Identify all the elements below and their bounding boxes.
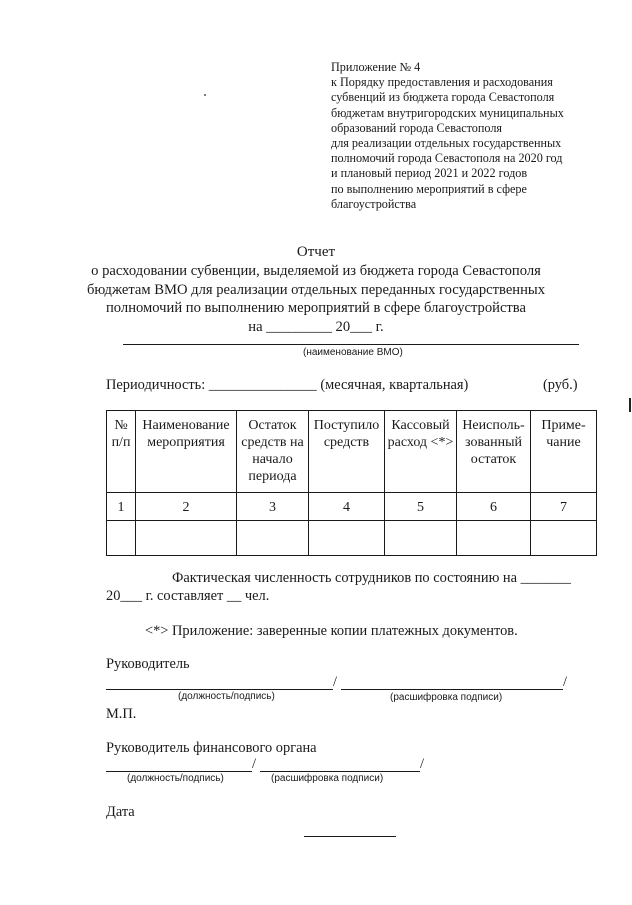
staff-line-2: 20___ г. составляет __ чел. xyxy=(106,588,270,604)
subtitle-line: полномочий по выполнению мероприятий в сфере благоустройства xyxy=(106,300,526,316)
date-line xyxy=(304,836,396,837)
head-position-line xyxy=(106,689,333,690)
appendix-line: образований города Севастополя xyxy=(331,120,503,135)
head-separator: / xyxy=(333,674,337,690)
appendix-line: по выполнению мероприятий в сфере xyxy=(331,181,527,196)
column-number-cell: 5 xyxy=(385,493,457,521)
table-cell xyxy=(237,521,309,556)
table-cell xyxy=(531,521,597,556)
column-number-cell: 2 xyxy=(136,493,237,521)
appendix-line: и плановый период 2021 и 2022 годов xyxy=(331,166,528,181)
date-label: Дата xyxy=(106,804,135,820)
table-cell xyxy=(309,521,385,556)
head-separator-end: / xyxy=(563,674,567,690)
scan-edge-mark xyxy=(629,398,631,412)
appendix-line: бюджетам внутригородских муниципальных xyxy=(331,105,564,120)
head-position-caption: (должность/подпись) xyxy=(178,691,275,702)
staff-line-1: Фактическая численность сотрудников по состоянию на _______ xyxy=(172,570,571,586)
header-cell: Наименование мероприятия xyxy=(136,411,237,493)
column-number-row xyxy=(107,493,597,521)
table-row xyxy=(107,521,597,556)
appendix-line: Приложение № 4 xyxy=(331,60,421,74)
head-decode-line xyxy=(341,689,563,690)
scan-speck xyxy=(204,94,206,96)
appendix-line: для реализации отдельных государственных xyxy=(331,136,562,151)
header-cell: Поступило средств xyxy=(309,411,385,493)
report-subtitle xyxy=(0,262,632,336)
report-date-line: на _________ 20___ г. xyxy=(248,318,384,335)
table-cell xyxy=(136,521,237,556)
report-title: Отчет xyxy=(296,244,336,260)
table-cell xyxy=(385,521,457,556)
column-number-cell: 1 xyxy=(107,493,136,521)
head-label: Руководитель xyxy=(106,656,190,672)
finance-decode-line xyxy=(260,771,420,772)
table-cell xyxy=(457,521,531,556)
header-cell: Остаток средств на начало периода xyxy=(237,411,309,493)
column-number-cell: 3 xyxy=(237,493,309,521)
report-table xyxy=(106,410,597,556)
appendix-header xyxy=(331,60,564,212)
periodicity-label: Периодичность: _______________ (месячная, квартальная) xyxy=(106,377,469,393)
table-header-row xyxy=(107,411,597,493)
header-cell: № п/п xyxy=(107,411,136,493)
finance-position-line xyxy=(106,771,252,772)
appendix-line: субвенций из бюджета города Севастополя xyxy=(331,90,555,105)
head-decode-caption: (расшифровка подписи) xyxy=(390,692,503,703)
finance-position-caption: (должность/подпись) xyxy=(127,773,224,784)
appendix-line: к Порядку предоставления и расходования xyxy=(331,75,553,90)
table-cell xyxy=(107,521,136,556)
finance-head-label: Руководитель финансового органа xyxy=(106,740,317,756)
header-cell: Приме-чание xyxy=(531,411,597,493)
column-number-cell: 7 xyxy=(531,493,597,521)
stamp-label: М.П. xyxy=(106,706,137,722)
finance-separator: / xyxy=(252,756,256,772)
column-number-cell: 6 xyxy=(457,493,531,521)
vmo-caption: (наименование ВМО) xyxy=(303,347,403,358)
finance-separator-end: / xyxy=(420,756,424,772)
header-cell: Кассовый расход <*> xyxy=(385,411,457,493)
subtitle-line: бюджетам ВМО для реализации отдельных переданных государственных xyxy=(86,281,546,298)
subtitle-line: о расходовании субвенции, выделяемой из бюджета города Севастополя xyxy=(91,263,541,279)
appendix-line: благоустройства xyxy=(331,196,417,211)
appendix-line: полномочий города Севастополя на 2020 год xyxy=(331,151,563,166)
header-cell: Неисполь-зованный остаток xyxy=(457,411,531,493)
currency-unit: (руб.) xyxy=(543,377,578,393)
attachment-note: <*> Приложение: заверенные копии платежных документов. xyxy=(145,623,518,639)
column-number-cell: 4 xyxy=(309,493,385,521)
finance-decode-caption: (расшифровка подписи) xyxy=(271,773,384,784)
vmo-name-line xyxy=(123,344,579,345)
